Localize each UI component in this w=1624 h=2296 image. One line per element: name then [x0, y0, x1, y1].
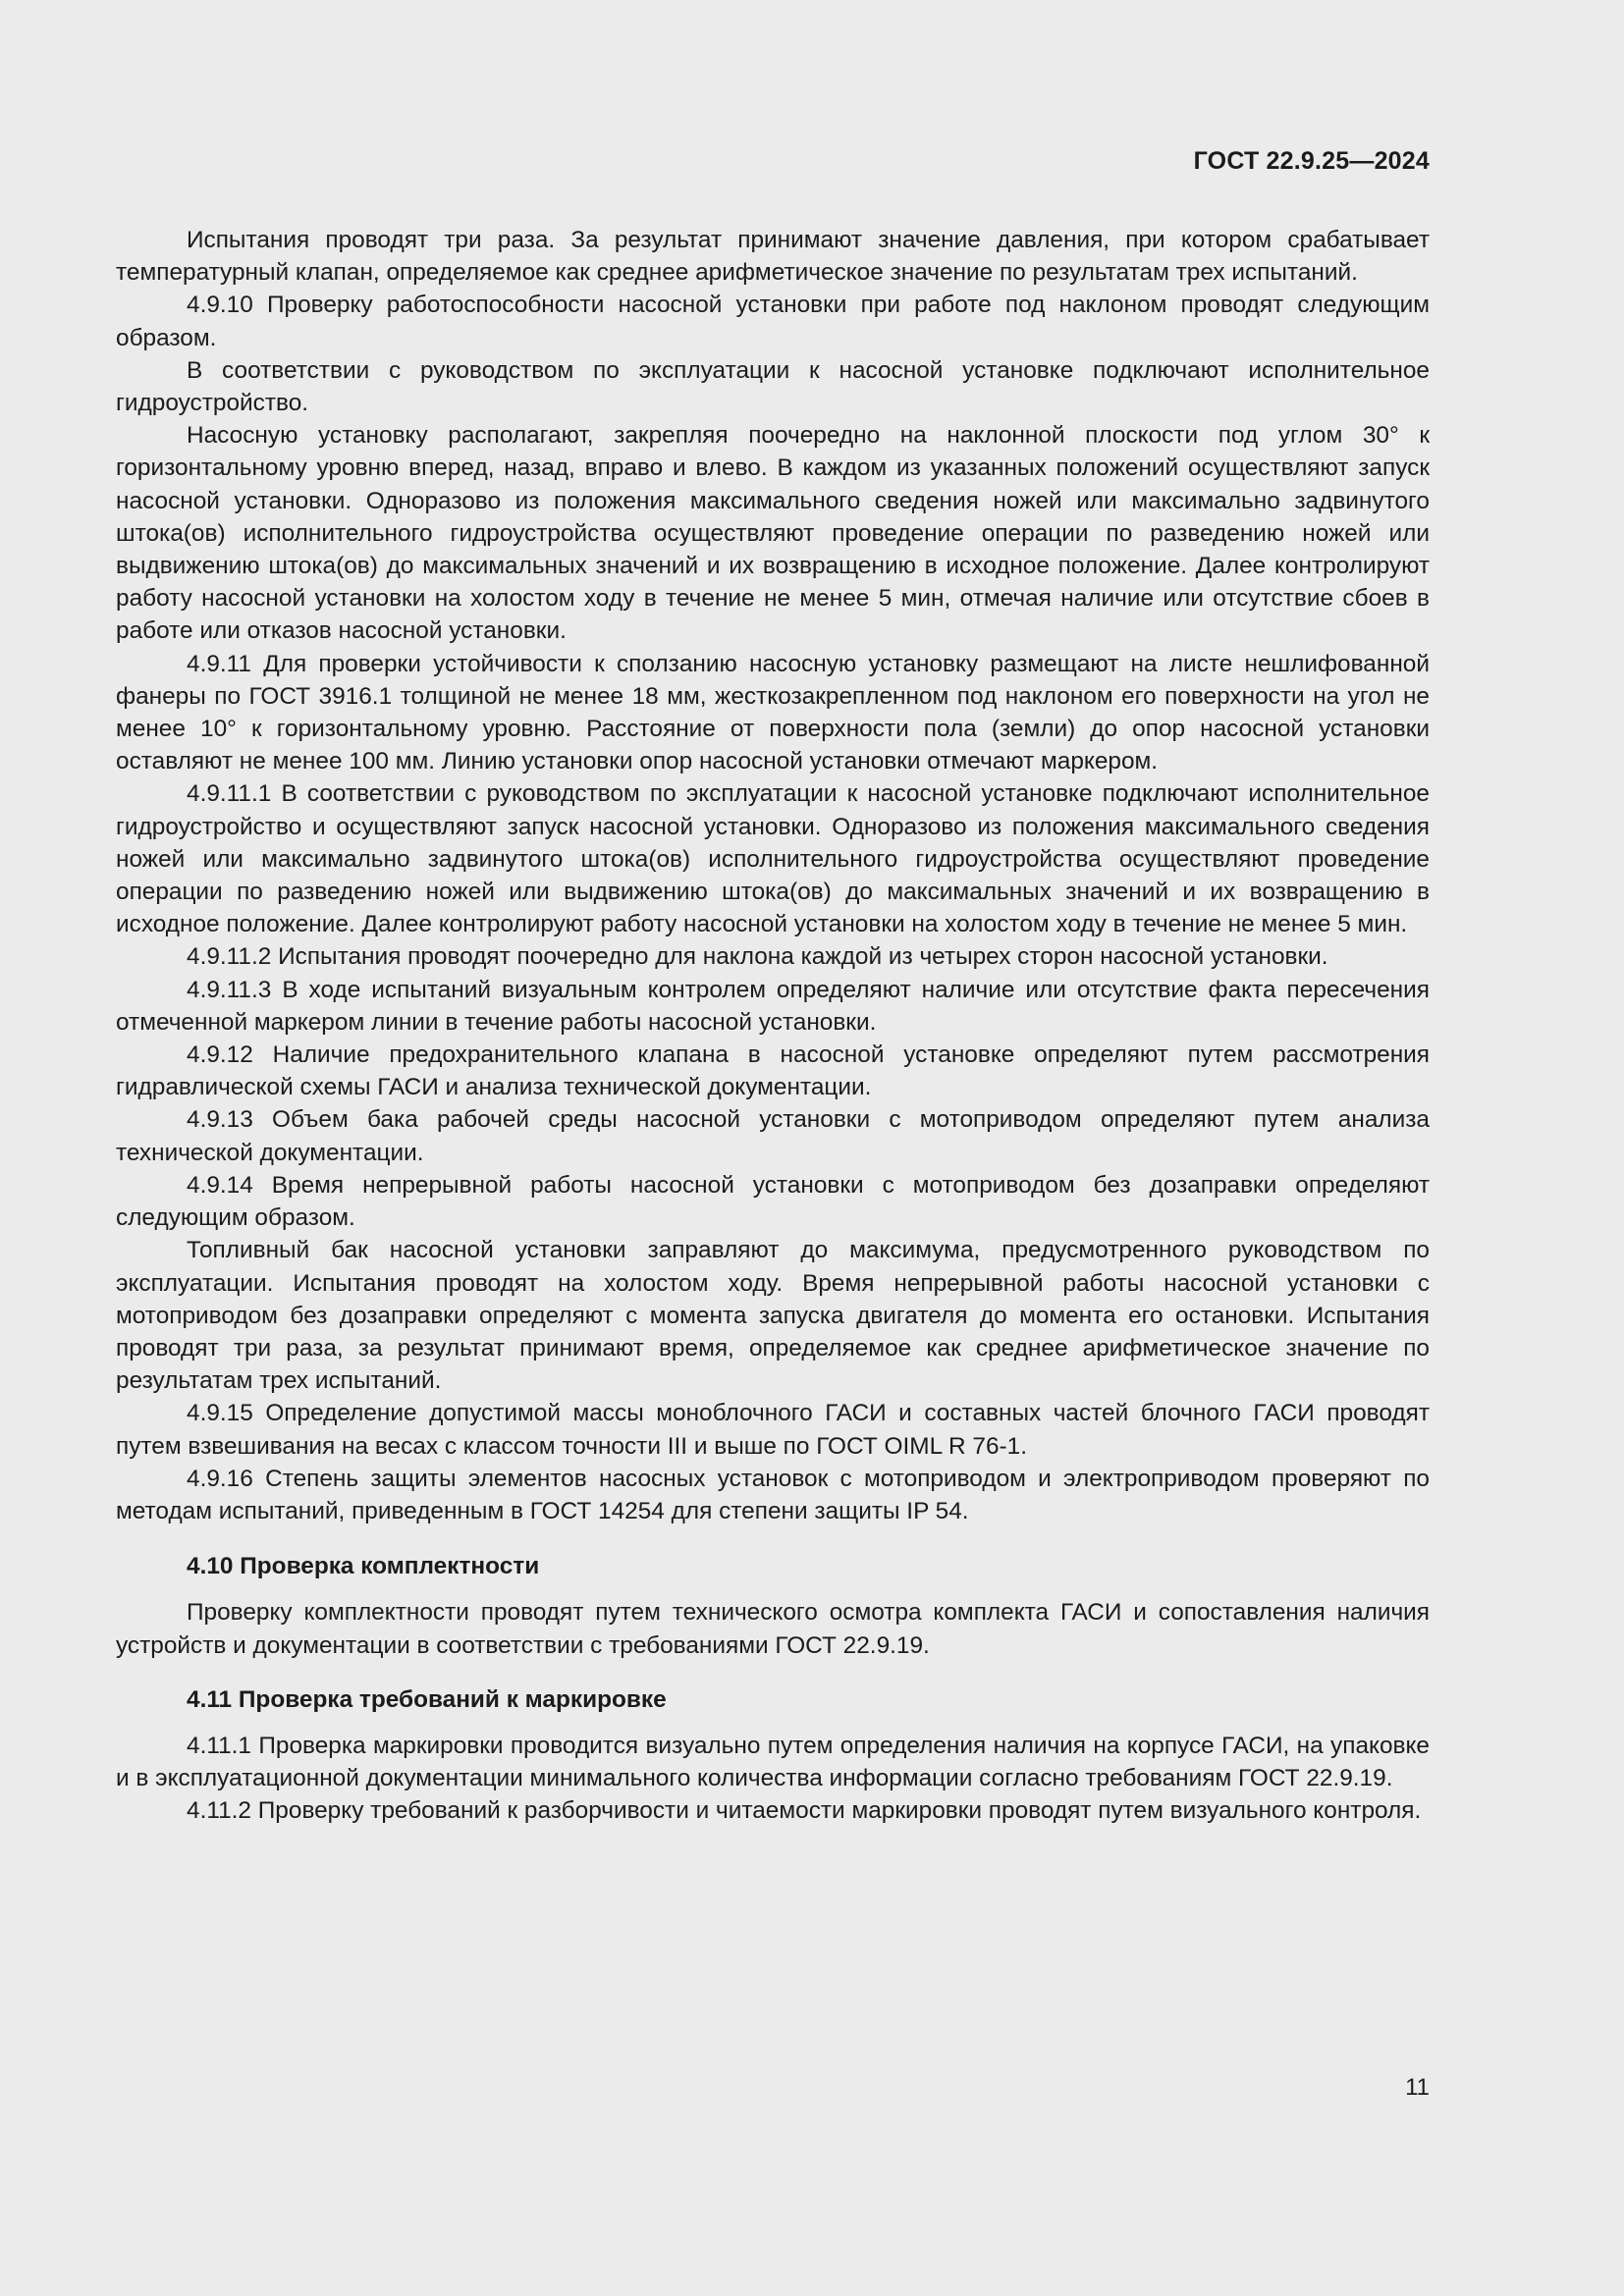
- document-body: [116, 224, 1430, 1828]
- section-heading-4-11: 4.11 Проверка требований к маркировке: [187, 1685, 667, 1713]
- paragraph-4-9-15: 4.9.15 Определение допустимой массы моноблочного ГАСИ и составных частей блочного ГАСИ проводят путем взвешивания на весах с классом точности III и выше по ГОСТ OIML R 76-1.: [116, 1400, 1430, 1460]
- paragraph-4-9-16: 4.9.16 Степень защиты элементов насосных установок с мотоприводом и электроприводом проверяют по методам испытаний, приведенным в ГОСТ 14254 для степени защиты IP 54.: [116, 1465, 1430, 1524]
- paragraph-4-9-11: 4.9.11 Для проверки устойчивости к сползанию насосную установку размещают на листе нешлифованной фанеры по ГОСТ 3916.1 толщиной не менее 18 мм, жесткозакрепленном под наклоном его поверхности на угол не менее 10° к горизонтальному уровню. Расстояние от поверхности пола (земли) до опор насосной установки оставляют не менее 100 мм. Линию установки опор насосной установки отмечают маркером.: [116, 650, 1430, 775]
- paragraph-4-9-14: 4.9.14 Время непрерывной работы насосной установки с мотоприводом без дозаправки определяют следующим образом.: [116, 1171, 1430, 1232]
- section-heading-4-10: 4.10 Проверка комплектности: [187, 1553, 540, 1580]
- paragraph-4-9-12: 4.9.12 Наличие предохранительного клапана в насосной установке определяют путем рассмотрения гидравлической схемы ГАСИ и анализа технической документации.: [116, 1041, 1430, 1101]
- paragraph-4-10: Проверку комплектности проводят путем технического осмотра комплекта ГАСИ и сопоставления наличия устройств и документации в соответствии с требованиями ГОСТ 22.9.19.: [116, 1599, 1430, 1659]
- paragraph-4-9-11-1: 4.9.11.1 В соответствии с руководством по эксплуатации к насосной установке подключают исполнительное гидроустройство и осуществляют запуск насосной установки. Одноразово из положения максимального сведения ножей или максимально задвинутого штока(ов) исполнительного гидроустройства осуществляют проведение операции по разведению ножей или выдвижению штока(ов) до максимальных значений и их возвращению в исходное положение. Далее контролируют работу насосной установки на холостом ходу в течение не менее 5 мин.: [116, 780, 1430, 938]
- paragraph-4-11-2: 4.11.2 Проверку требований к разборчивости и читаемости маркировки проводят путем визуального контроля.: [187, 1797, 1422, 1825]
- document-code-header: ГОСТ 22.9.25—2024: [1193, 147, 1430, 175]
- paragraph: Топливный бак насосной установки заправляют до максимума, предусмотренного руководством по эксплуатации. Испытания проводят на холостом ходу. Время непрерывной работы насосной установки с мотоприводом без дозаправки определяют с момента запуска двигателя до момента его остановки. Испытания проводят три раза, за результат принимают время, определяемое как среднее арифметическое значение по результатам трех испытаний.: [116, 1237, 1430, 1395]
- page-number: 11: [1405, 2074, 1430, 2101]
- paragraph: Испытания проводят три раза. За результат принимают значение давления, при котором срабатывает температурный клапан, определяемое как среднее арифметическое значение по результатам трех испытаний.: [116, 227, 1430, 287]
- paragraph-4-9-13: 4.9.13 Объем бака рабочей среды насосной установки с мотоприводом определяют путем анализа технической документации.: [116, 1106, 1430, 1166]
- paragraph: В соответствии с руководством по эксплуатации к насосной установке подключают исполнительное гидроустройство.: [116, 356, 1430, 417]
- paragraph-4-9-11-3: 4.9.11.3 В ходе испытаний визуальным контролем определяют наличие или отсутствие факта пересечения отмеченной маркером линии в течение работы насосной установки.: [116, 976, 1430, 1036]
- paragraph-4-11-1: 4.11.1 Проверка маркировки проводится визуально путем определения наличия на корпусе ГАСИ, на упаковке и в эксплуатационной документации минимального количества информации согласно требованиям ГОСТ 22.9.19.: [116, 1732, 1430, 1792]
- paragraph: Насосную установку располагают, закрепляя поочередно на наклонной плоскости под углом 30° к горизонтальному уровню вперед, назад, вправо и влево. В каждом из указанных положений осуществляют запуск насосной установки. Одноразово из положения максимального сведения ножей или максимально задвинутого штока(ов) исполнительного гидроустройства осуществляют проведение операции по разведению ножей или выдвижению штока(ов) до максимальных значений и их возвращению в исходное положение. Далее контролируют работу насосной установки на холостом ходу в течение не менее 5 мин, отмечая наличие или отсутствие сбоев в работе или отказов насосной установки.: [116, 422, 1430, 645]
- paragraph-4-9-11-2: 4.9.11.2 Испытания проводят поочередно для наклона каждой из четырех сторон насосной установки.: [187, 943, 1328, 971]
- paragraph-4-9-10: 4.9.10 Проверку работоспособности насосной установки при работе под наклоном проводят следующим образом.: [116, 292, 1430, 351]
